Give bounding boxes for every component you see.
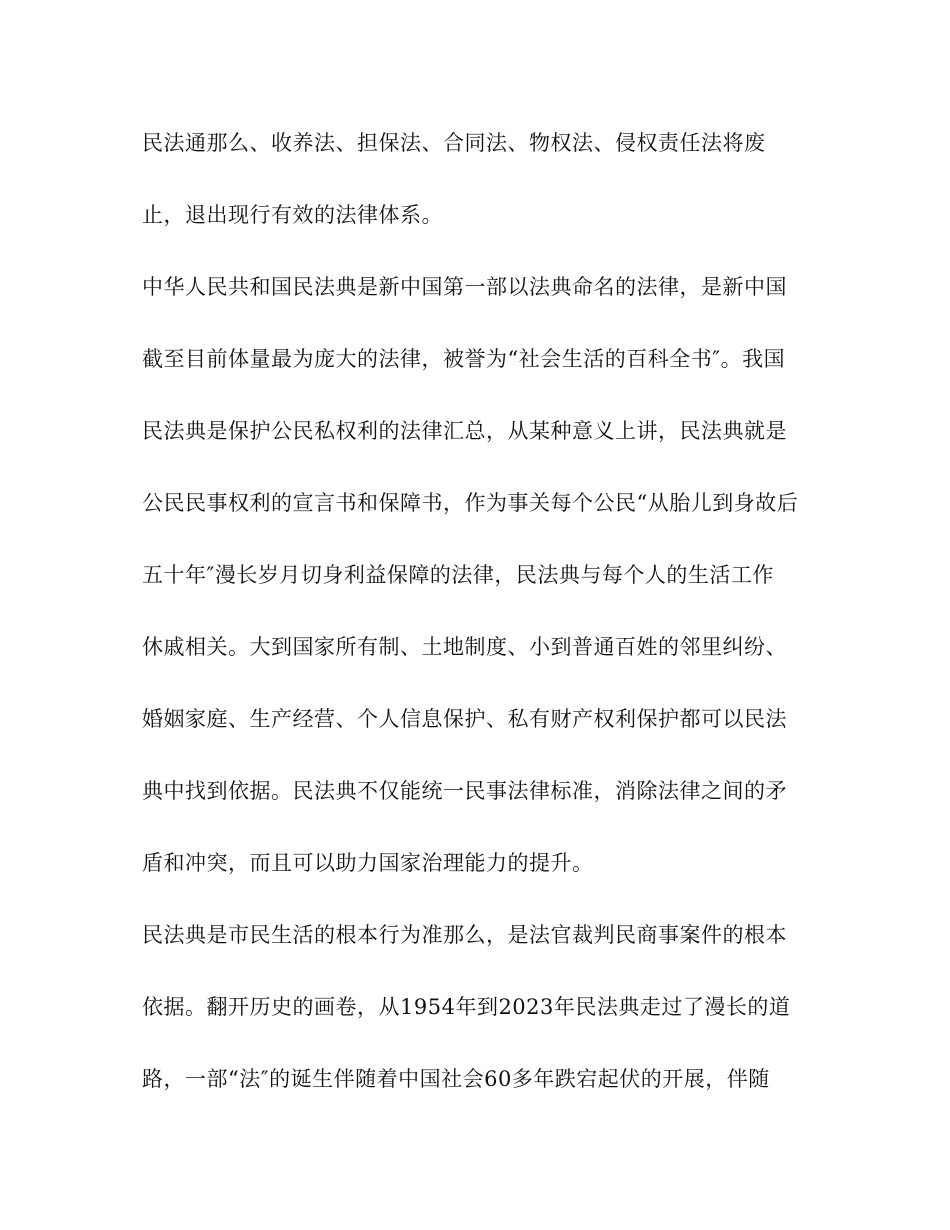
text-line: 民法通那么、收养法、担保法、合同法、物权法、侵权责任法将废 (142, 131, 766, 155)
text-line: 婚姻家庭、生产经营、个人信息保护、私有财产权利保护都可以民法 (142, 707, 787, 731)
text-line: 五十年″漫长岁月切身利益保障的法律，民法典与每个人的生活工作 (142, 563, 774, 587)
text-line: 民法典是市民生活的根本行为准那么，是法官裁判民商事案件的根本 (142, 923, 787, 947)
text-line: 休戚相关。大到国家所有制、土地制度、小到普通百姓的邻里纠纷、 (142, 635, 787, 659)
text-line: 盾和冲突，而且可以助力国家治理能力的提升。 (142, 851, 594, 875)
text-line: 公民民事权利的宣言书和保障书，作为事关每个公民“从胎儿到身故后 (142, 491, 799, 515)
text-line: 中华人民共和国民法典是新中国第一部以法典命名的法律，是新中国 (142, 275, 787, 299)
text-line: 截至目前体量最为庞大的法律，被誉为“社会生活的百科全书″。我国 (142, 347, 786, 371)
text-line: 民法典是保护公民私权利的法律汇总，从某种意义上讲，民法典就是 (142, 419, 787, 443)
text-line: 依据。翻开历史的画卷，从1954年到2023年民法典走过了漫长的道 (142, 995, 791, 1019)
text-line: 路，一部“法″的诞生伴随着中国社会60多年跌宕起伏的开展，伴随 (142, 1067, 770, 1091)
text-line: 典中找到依据。民法典不仅能统一民事法律标准，消除法律之间的矛 (142, 779, 787, 803)
text-line: 止，退出现行有效的法律体系。 (142, 203, 443, 227)
